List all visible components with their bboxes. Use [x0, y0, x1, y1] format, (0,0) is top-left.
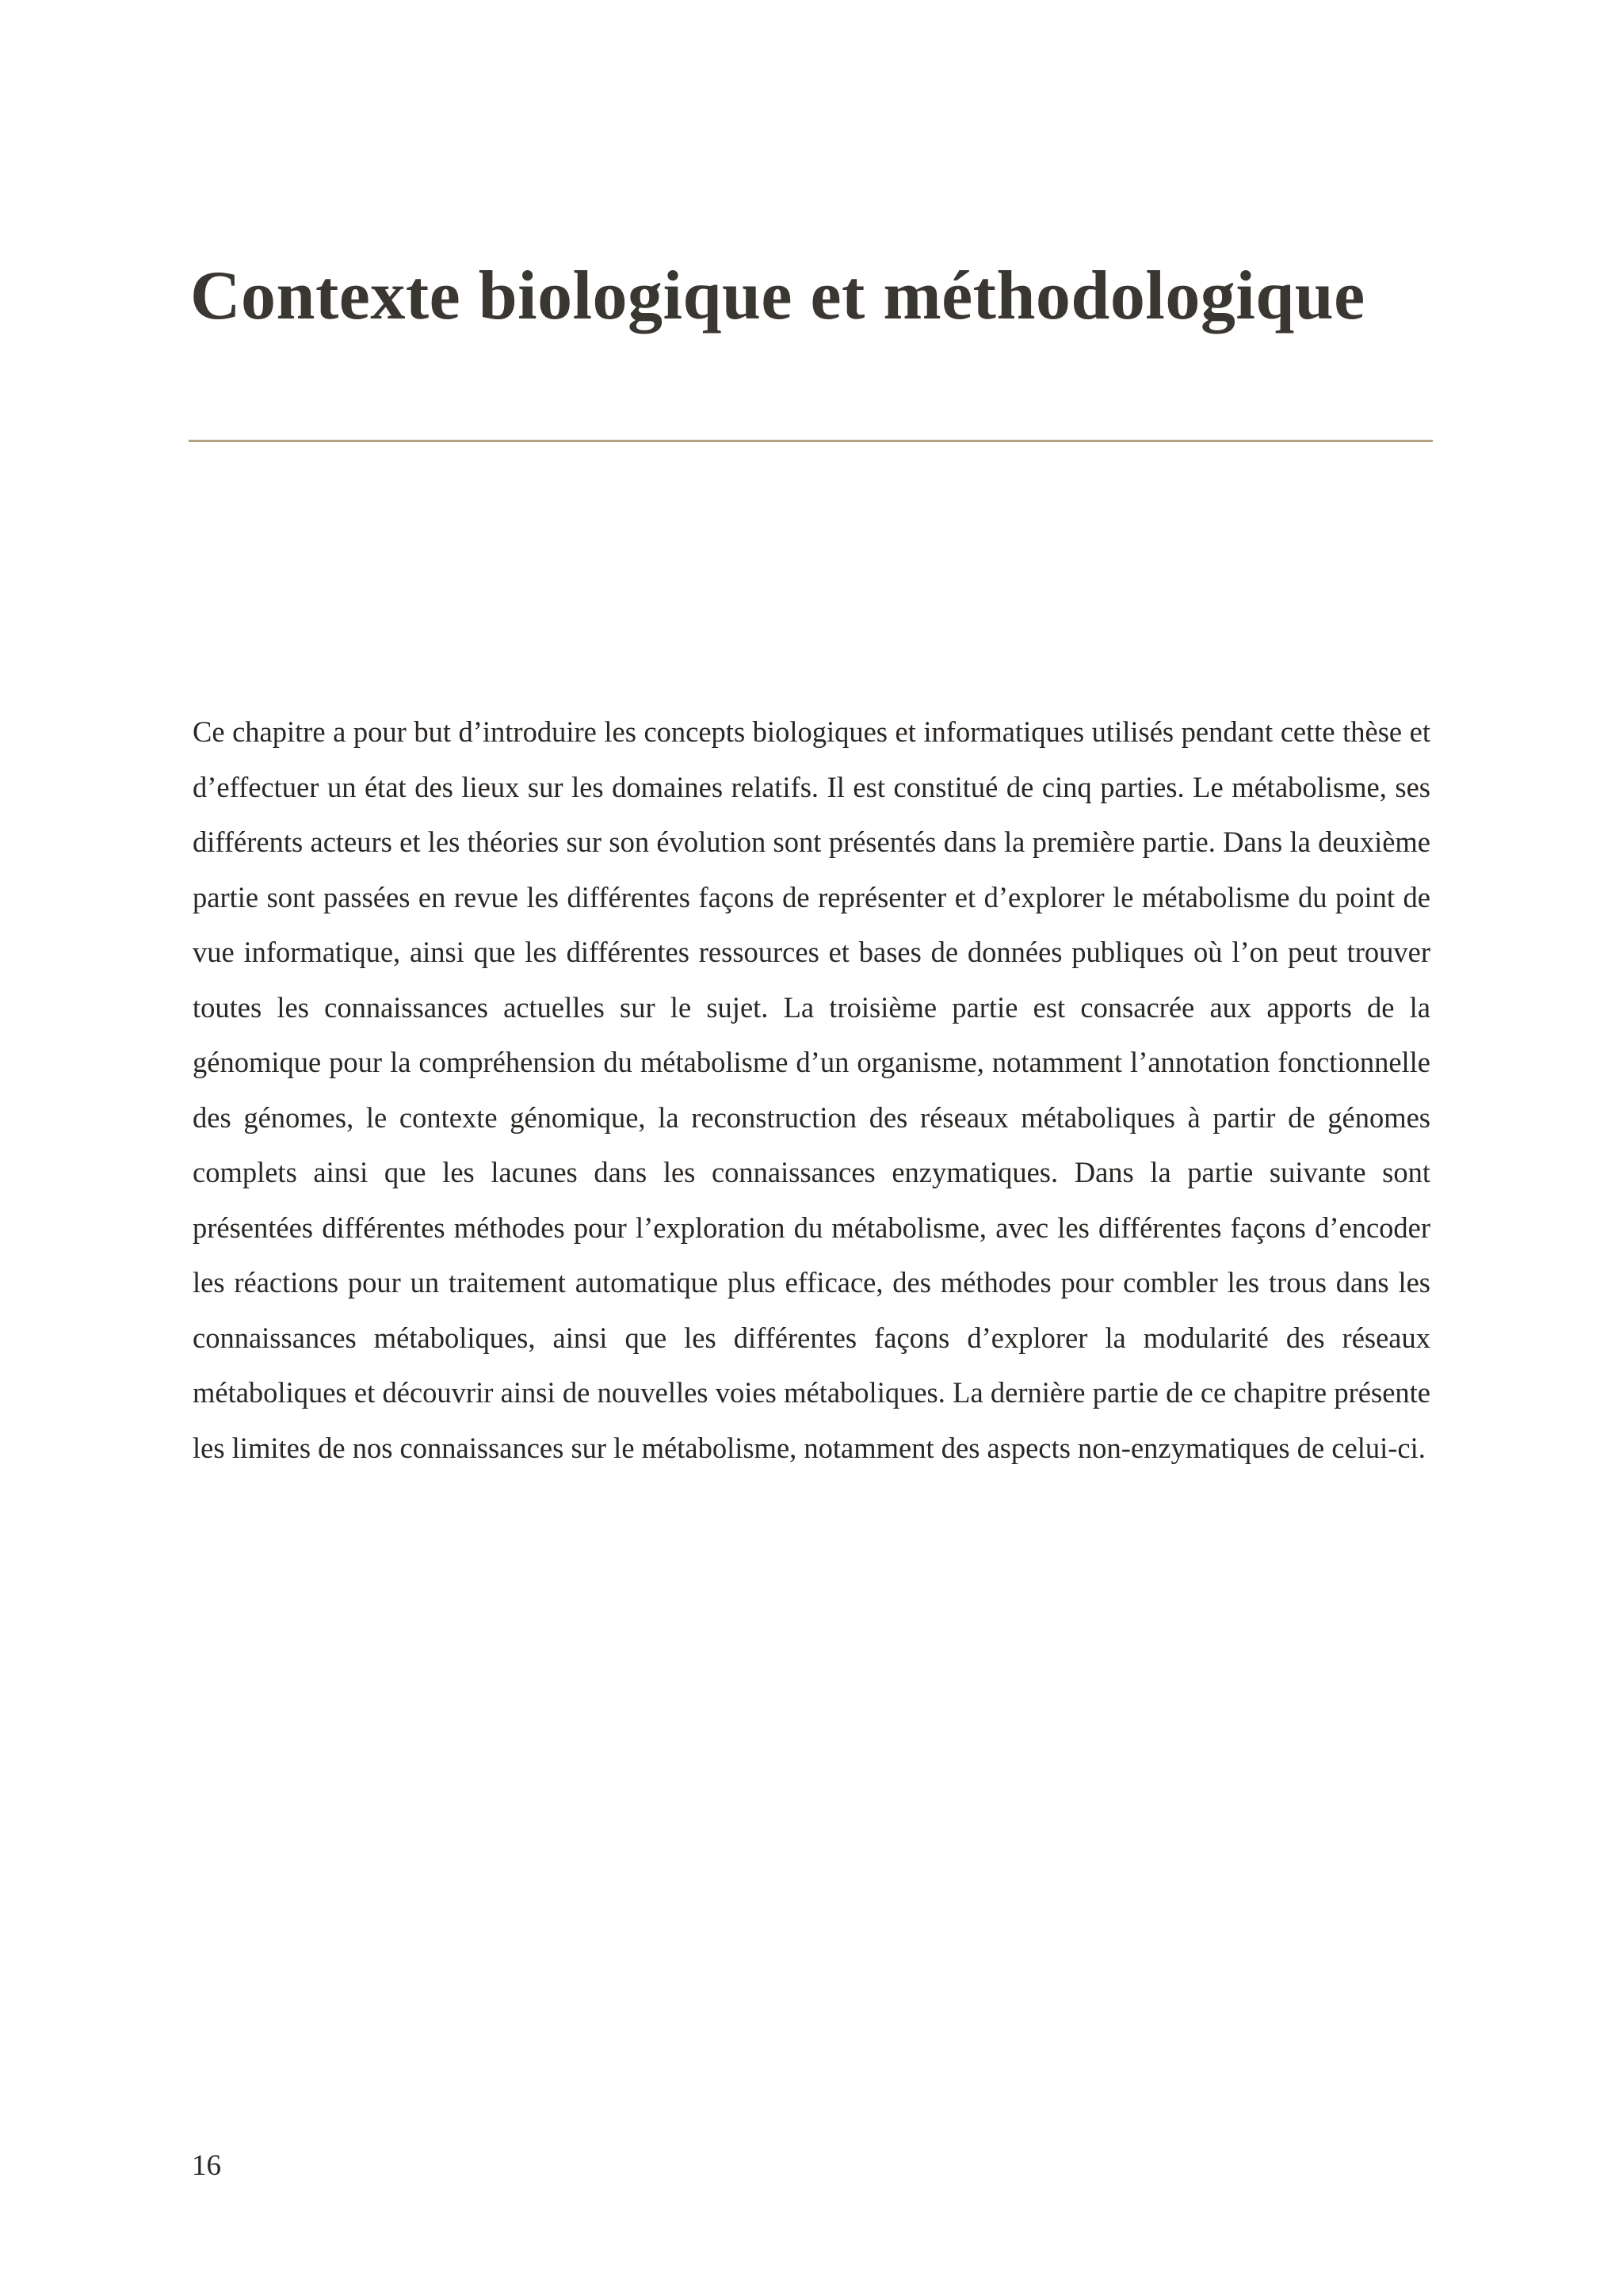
chapter-intro-paragraph: Ce chapitre a pour but d’introduire les concepts biologiques et informatiques utilisés pendant cette thèse et d’effectuer un état des lieux sur les domaines relatifs. Il est constitué de cinq parties. Le métabolisme, ses différents acteurs et les théories sur son évolution sont présentés dans la première partie. Dans la deuxième partie sont passées en revue les différentes façons de représenter et d’explorer le métabolisme du point de vue informatique, ainsi que les différentes ressources et bases de données publiques où l’on peut trouver toutes les connaissances actuelles sur le sujet. La troisième partie est consacrée aux apports de la génomique pour la compréhension du métabolisme d’un organisme, notamment l’annotation fonctionnelle des génomes, le contexte génomique, la reconstruction des réseaux métaboliques à partir de génomes complets ainsi que les lacunes dans les connaissances enzymatiques. Dans la partie suivante sont présentées différentes méthodes pour l’exploration du métabolisme, avec les différentes façons d’encoder les réactions pour un traitement automatique plus efficace, des méthodes pour combler les trous dans les connaissances métaboliques, ainsi que les différentes façons d’explorer la modularité des réseaux métaboliques et découvrir ainsi de nouvelles voies métaboliques. La dernière partie de ce chapitre présente les limites de nos connaissances sur le métabolisme, notamment des aspects non-enzymatiques de celui-ci.: [193, 715, 1430, 1464]
title-divider: [189, 440, 1433, 442]
chapter-title: Contexte biologique et méthodologique: [190, 257, 1365, 334]
page-number: 16: [192, 2149, 221, 2182]
